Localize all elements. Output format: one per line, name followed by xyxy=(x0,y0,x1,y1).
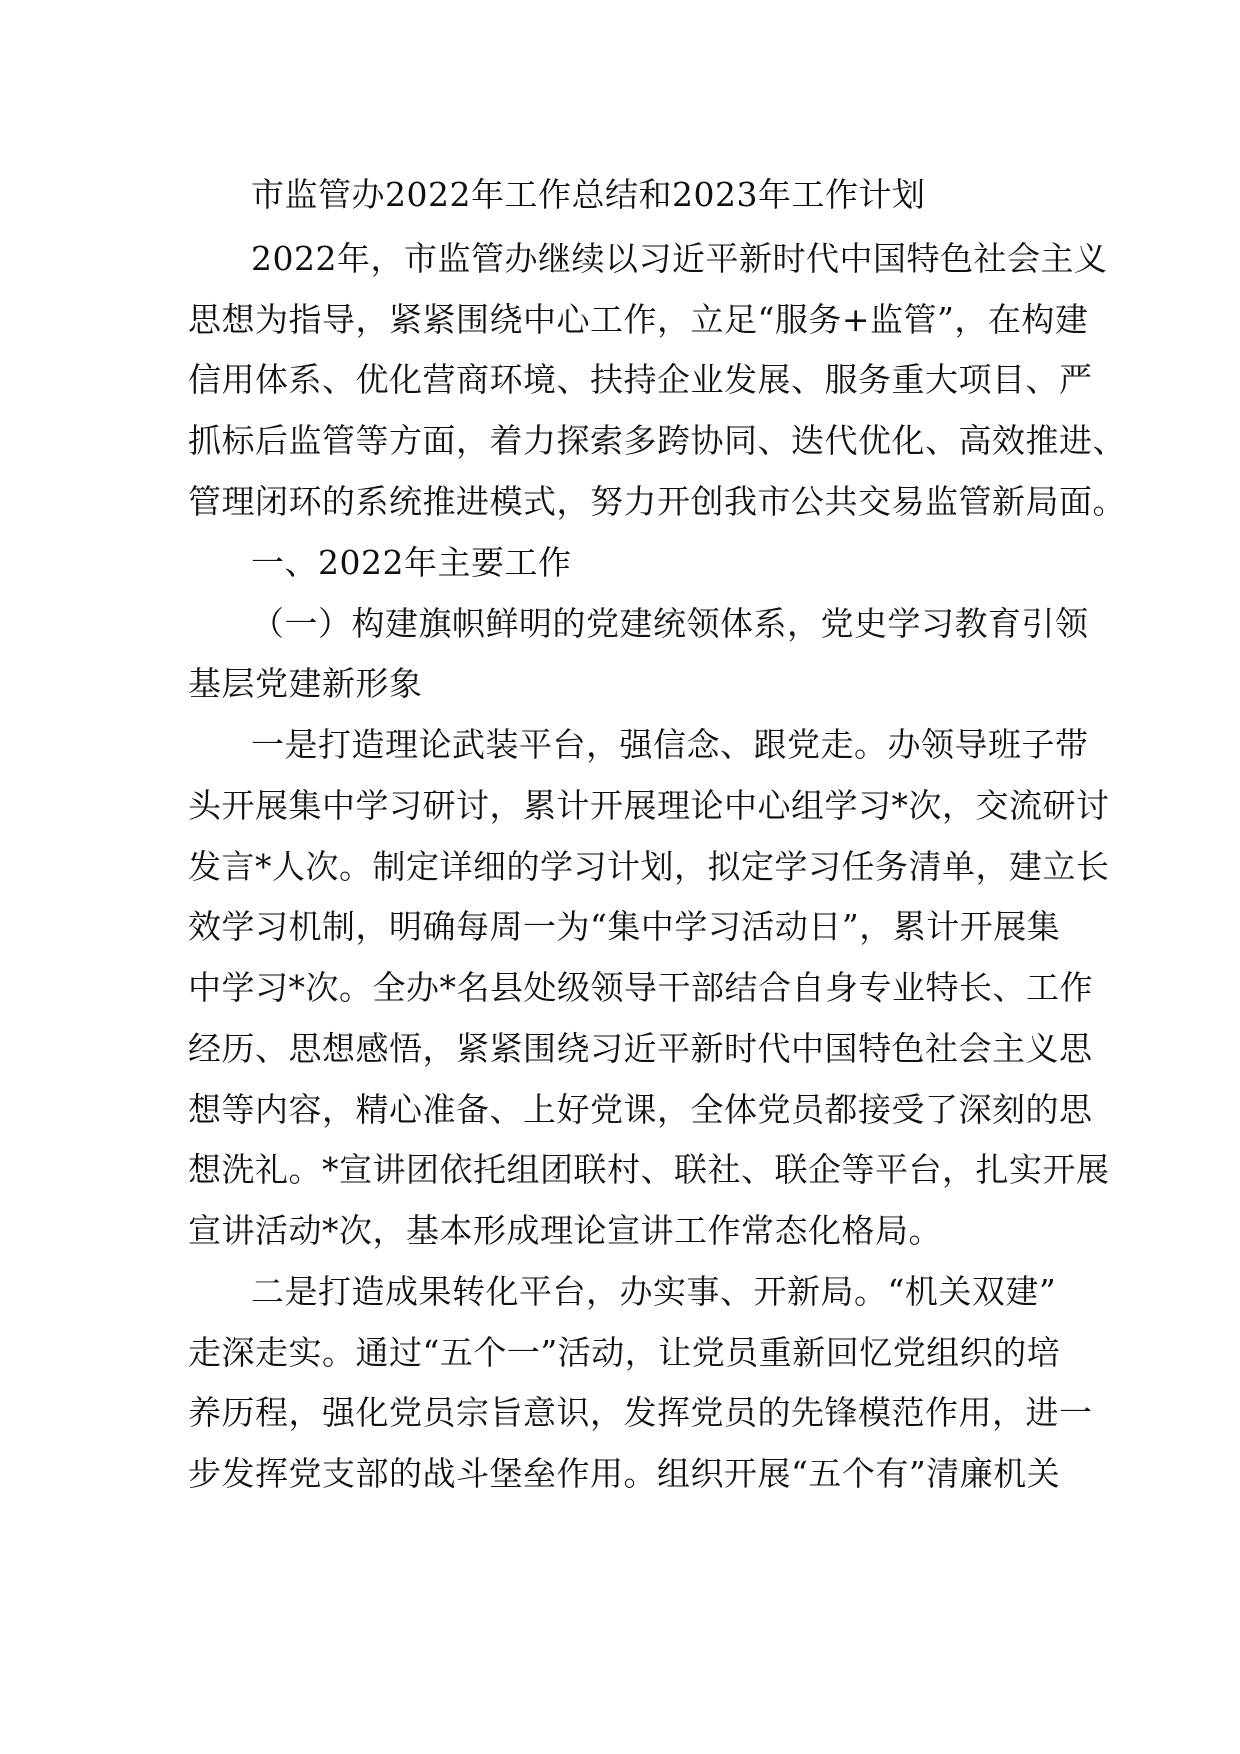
paragraph-line: 想等内容，精心准备、上好党课，全体党员都接受了深刻的思 xyxy=(188,1090,1093,1129)
subsection-heading: 基层党建新形象 xyxy=(188,664,423,703)
paragraph-line: 二是打造成果转化平台，办实事、开新局。“机关双建” xyxy=(251,1272,1057,1311)
paragraph-line: 思想为指导，紧紧围绕中心工作，立足“服务+监管”，在构建 xyxy=(188,300,1089,339)
paragraph-line: 经历、思想感悟，紧紧围绕习近平新时代中国特色社会主义思 xyxy=(188,1029,1093,1068)
paragraph-line: 一是打造理论武装平台，强信念、跟党走。办领导班子带 xyxy=(251,725,1089,764)
section-heading: 一、2022年主要工作 xyxy=(251,543,572,582)
paragraph-line: 宣讲活动*次，基本形成理论宣讲工作常态化格局。 xyxy=(188,1211,942,1250)
paragraph-line: 信用体系、优化营商环境、扶持企业发展、服务重大项目、严 xyxy=(188,360,1093,399)
paragraph-line: 头开展集中学习研讨，累计开展理论中心组学习*次，交流研讨 xyxy=(188,786,1110,825)
document-title: 市监管办2022年工作总结和2023年工作计划 xyxy=(251,175,926,214)
paragraph-line: 2022年，市监管办继续以习近平新时代中国特色社会主义 xyxy=(251,239,1108,278)
paragraph-line: 想洗礼。*宣讲团依托组团联村、联社、联企等平台，扎实开展 xyxy=(188,1150,1110,1189)
paragraph-line: 中学习*次。全办*名县处级领导干部结合自身专业特长、工作 xyxy=(188,968,1093,1007)
paragraph-line: 养历程，强化党员宗旨意识，发挥党员的先锋模范作用，进一 xyxy=(188,1393,1093,1432)
paragraph-line: 抓标后监管等方面，着力探索多跨协同、迭代优化、高效推进、 xyxy=(188,421,1126,460)
paragraph-line: 效学习机制，明确每周一为“集中学习活动日”，累计开展集 xyxy=(188,907,1061,946)
paragraph-line: 步发挥党支部的战斗堡垒作用。组织开展“五个有”清廉机关 xyxy=(188,1454,1061,1493)
paragraph-line: 管理闭环的系统推进模式，努力开创我市公共交易监管新局面。 xyxy=(188,482,1126,521)
paragraph-line: 走深走实。通过“五个一”活动，让党员重新回忆党组织的培 xyxy=(188,1333,1061,1372)
paragraph-line: 发言*人次。制定详细的学习计划，拟定学习任务清单，建立长 xyxy=(188,847,1110,886)
subsection-heading: （一）构建旗帜鲜明的党建统领体系，党史学习教育引领 xyxy=(251,604,1089,643)
